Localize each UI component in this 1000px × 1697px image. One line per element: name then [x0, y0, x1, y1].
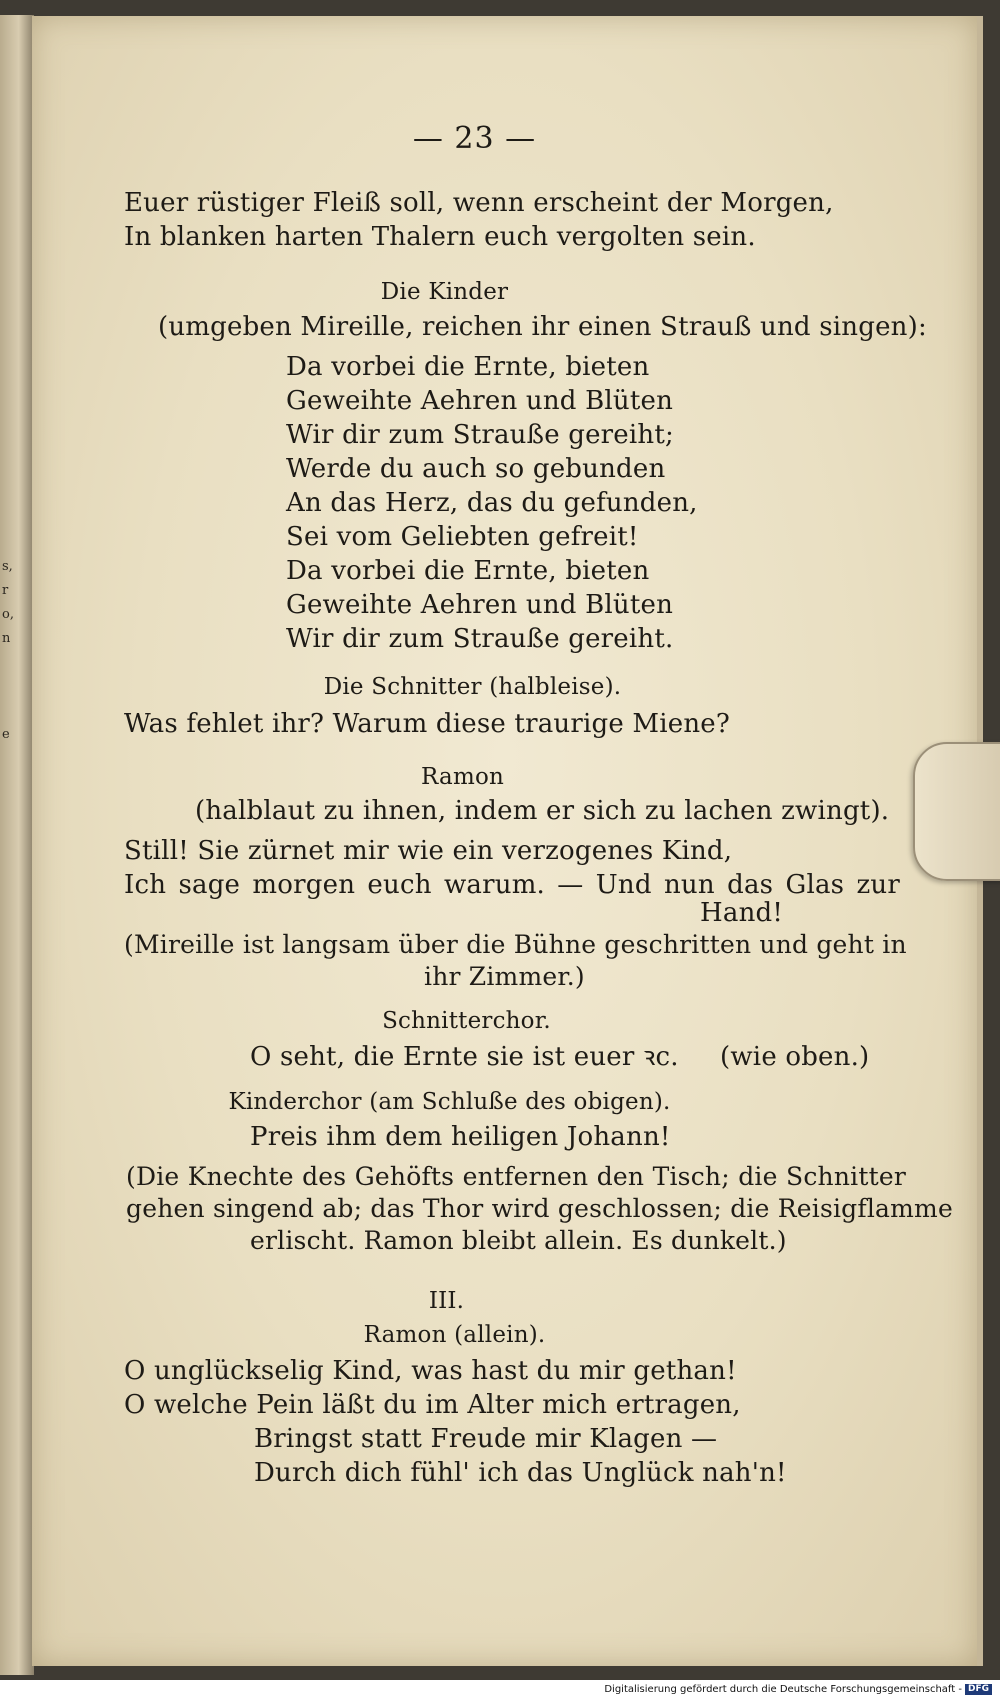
song-line: Geweihte Aehren und Blüten	[286, 386, 674, 416]
dialogue-line: Still! Sie zürnet mir wie ein verzogenes Kind,	[124, 836, 733, 866]
speaker-heading: Ramon	[420, 764, 505, 790]
monologue-line: Durch dich fühl' ich das Unglück nah'n!	[254, 1458, 787, 1488]
facing-page-fragment: o,	[2, 607, 14, 622]
facing-page-fragment: s,	[2, 559, 13, 574]
dfg-logo-icon: DFG	[965, 1684, 992, 1695]
page-text	[32, 16, 977, 1666]
bookmark-tab	[913, 742, 1000, 881]
monologue-line: O welche Pein läßt du im Alter mich ertragen,	[124, 1390, 741, 1420]
scene-number: III.	[428, 1288, 465, 1314]
speaker-heading: Kinderchor (am Schluße des obigen).	[228, 1089, 671, 1115]
song-line: An das Herz, das du gefunden,	[286, 488, 698, 518]
page-number: — 23 —	[412, 121, 537, 156]
song-line: Da vorbei die Ernte, bieten	[286, 352, 650, 382]
stage-direction: erlischt. Ramon bleibt allein. Es dunkelt.)	[250, 1226, 787, 1255]
stage-direction: (halblaut zu ihnen, indem er sich zu lachen zwingt).	[195, 796, 890, 826]
dialogue-line: Was fehlet ihr? Warum diese traurige Miene?	[124, 709, 730, 739]
song-line: Wir dir zum Strauße gereiht;	[286, 420, 674, 450]
song-line: Werde du auch so gebunden	[286, 454, 666, 484]
speaker-heading: Ramon (allein).	[363, 1322, 546, 1348]
monologue-line: Bringst statt Freude mir Klagen —	[254, 1424, 718, 1454]
chorus-line: Preis ihm dem heiligen Johann!	[250, 1122, 671, 1152]
stage-direction: (Die Knechte des Gehöfts entfernen den Tisch; die Schnitter	[126, 1162, 906, 1191]
speaker-heading: Schnitterchor.	[382, 1008, 551, 1034]
stage-direction: gehen singend ab; das Thor wird geschlossen; die Reisigflamme	[126, 1194, 953, 1223]
song-line: Geweihte Aehren und Blüten	[286, 590, 674, 620]
dialogue-line: Hand!	[700, 898, 784, 928]
facing-page-fragment: e	[2, 727, 10, 742]
facing-page-fragment: n	[2, 631, 11, 646]
stage-direction: (Mireille ist langsam über die Bühne geschritten und geht in	[124, 930, 907, 959]
book-page	[32, 16, 983, 1666]
facing-page-fragments	[2, 555, 22, 747]
verse-line: In blanken harten Thalern euch vergolten sein.	[124, 222, 756, 252]
song-line: Sei vom Geliebten gefreit!	[286, 522, 639, 552]
chorus-line: O seht, die Ernte sie ist euer ꝛc.	[250, 1042, 679, 1072]
song-line: Wir dir zum Strauße gereiht.	[286, 624, 674, 654]
facing-page-fragment: r	[2, 583, 9, 598]
speaker-heading: Die Kinder	[380, 279, 509, 305]
chorus-note: (wie oben.)	[720, 1042, 870, 1072]
monologue-line: O unglückselig Kind, was hast du mir gethan!	[124, 1356, 737, 1386]
stage-direction: (umgeben Mireille, reichen ihr einen Strauß und singen):	[158, 312, 927, 342]
credit-text: Digitalisierung gefördert durch die Deutsche Forschungsgemeinschaft -	[604, 1684, 962, 1695]
song-line: Da vorbei die Ernte, bieten	[286, 556, 650, 586]
dialogue-line: Ich sage morgen euch warum. — Und nun das Glas zur	[124, 870, 900, 900]
verse-line: Euer rüstiger Fleiß soll, wenn erscheint der Morgen,	[124, 188, 834, 218]
stage-direction: ihr Zimmer.)	[424, 962, 585, 991]
speaker-heading: Die Schnitter (halbleise).	[323, 674, 622, 700]
facing-page-edge	[0, 15, 34, 1675]
digitization-credit	[0, 1682, 992, 1697]
